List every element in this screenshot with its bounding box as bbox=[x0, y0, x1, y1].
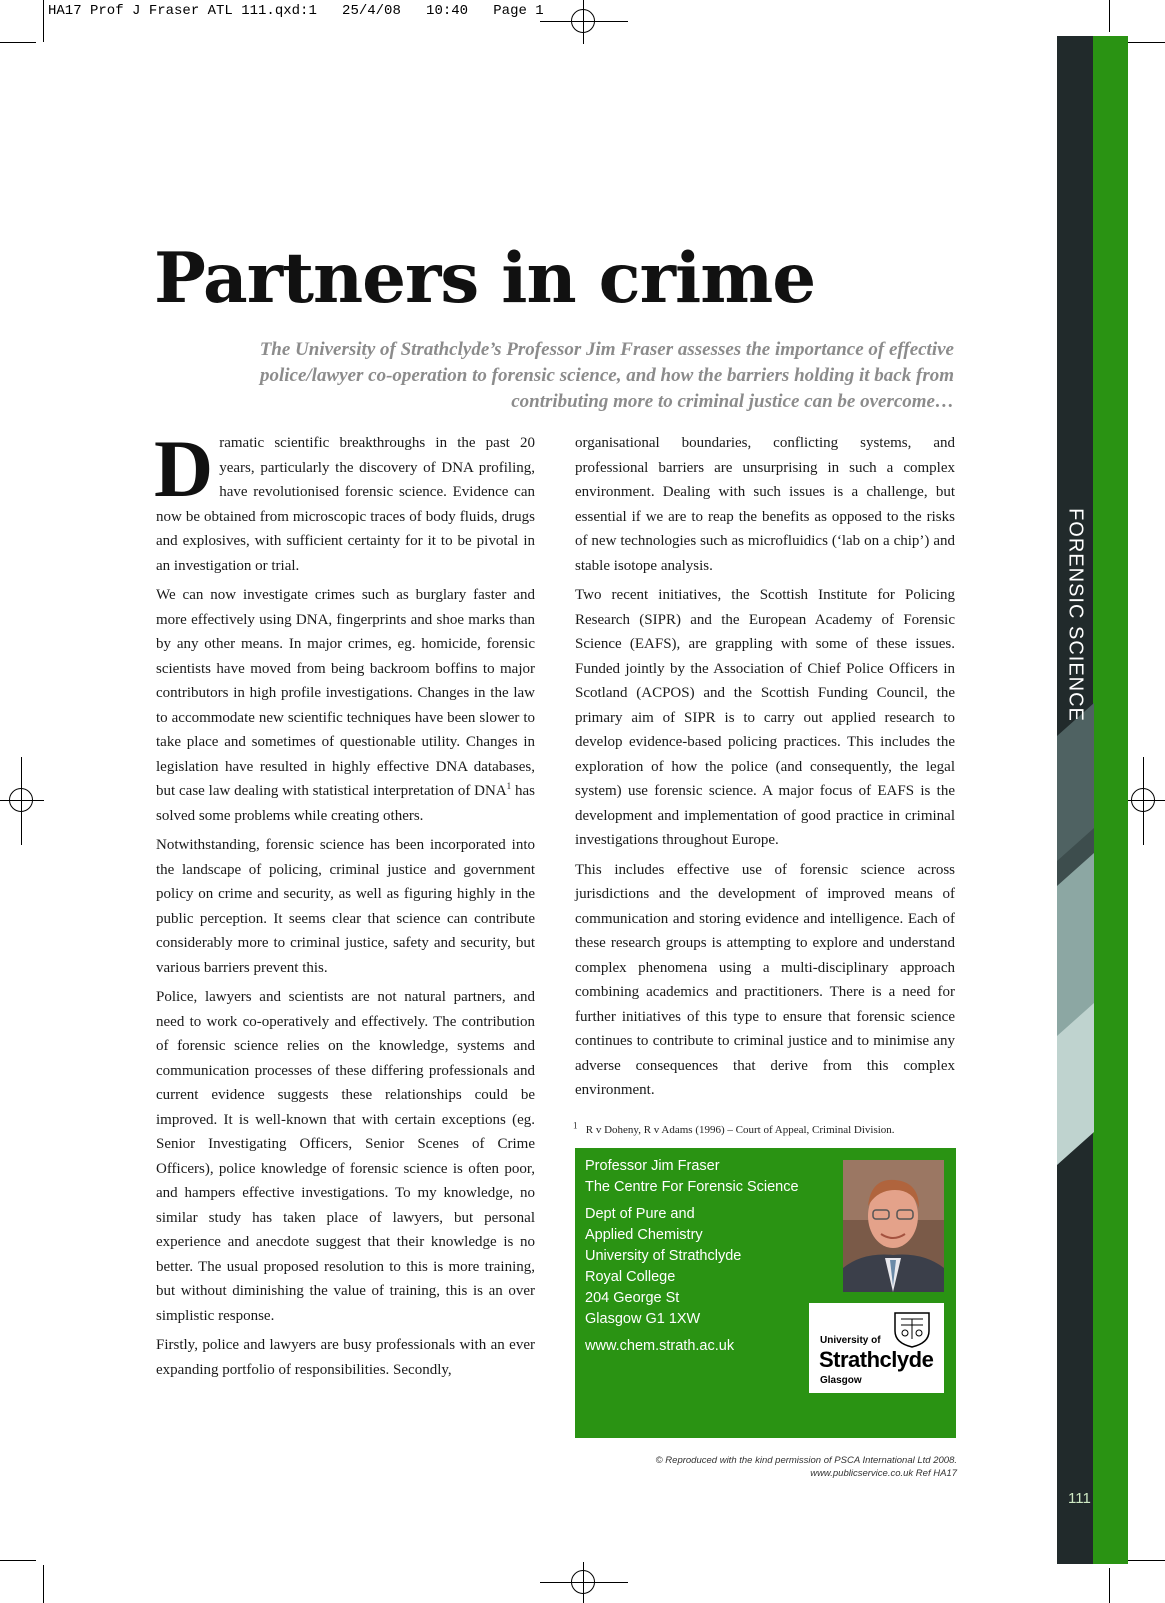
body-paragraph: Police, lawyers and scientists are not natural partners, and need to work co-operatively and effectively. The contribution of forensic science relies on the knowledge, systems and communication processes of these differing professionals and current evidence suggests these relationships could be improved. It is well-known that with certain exceptions (eg. Senior Investigating Officers, Senior Scenes of Crime Officers), police knowledge of forensic science is often poor, and hampers effective investigations. To my knowledge, no similar study has taken place of lawyers, but personal experience and anecdote suggest that their knowledge is no better. The usual proposed resolution to this is more training, but without diminishing the value of training, this is an over simplistic response. bbox=[156, 989, 535, 1324]
crest-icon bbox=[889, 1309, 935, 1349]
address-line: Applied Chemistry bbox=[585, 1227, 703, 1243]
sidebar-green-band bbox=[1093, 36, 1128, 1564]
address-line: Royal College bbox=[585, 1269, 676, 1285]
body-paragraph: Two recent initiatives, the Scottish Institute for Policing Research (SIPR) and the European Academy of Forensic Science (EAFS), are grappling with some of these issues. Funded jointly by the Association of Chief Police Officers in Scotland (ACPOS) and the Scottish Funding Council, the primary aim of SIPR is to carry out applied research to develop evidence-based policing practices. This includes the exploration of how the police (and consequently, the legal system) use forensic science. A major focus of EAFS is the development and implementation of good practice in criminal investigations throughout Europe. bbox=[575, 587, 955, 848]
university-logo: University of Strathclyde Glasgow bbox=[809, 1303, 944, 1393]
drop-cap: D bbox=[154, 423, 214, 514]
body-paragraph: We can now investigate crimes such as burglary faster and more effectively using DNA, fingerprints and shoe marks than by any other means. In major crimes, eg. homicide, forensic scientists have moved from being backroom boffins to major contributors in high profile investigations. Changes in the law to accommodate new scientific techniques have been slower to take place and sometimes of questionable utility. Changes in legislation have resulted in highly effective DNA databases, but case law dealing with statistical interpretation of DNA$^1$ has solved some problems while creating others. bbox=[156, 587, 535, 824]
footnote-marker: 1 bbox=[573, 1120, 578, 1131]
body-paragraph: organisational boundaries, conflicting systems, and professional barriers are unsurprising in such a complex environment. Dealing with such issues is a challenge, but essential if we are to reap the benefits as opposed to the risks of new technologies such as microfluidics (‘lab on a chip’) and stable isotope analysis. bbox=[575, 435, 955, 574]
body-column-right bbox=[575, 431, 955, 1108]
copyright-notice: © Reproduced with the kind permission of PSCA International Ltd 2008. www.publicservice.co.uk Ref HA17 bbox=[655, 1455, 957, 1479]
address-line: 204 George St bbox=[585, 1290, 680, 1306]
body-paragraph: Dramatic scientific breakthroughs in the past 20 years, particularly the discovery of DNA profiling, have revolutionised forensic science. Evidence can now be obtained from microscopic traces of body fluids, drugs and explosives, with sufficient certainty for it to be pivotal in an investigation or trial. bbox=[154, 423, 535, 574]
print-slug: HA17 Prof J Fraser ATL 111.qxd:1 25/4/08 10:40 Page 1 bbox=[48, 3, 544, 19]
article-standfirst: The University of Strathclyde’s Professor Jim Fraser assesses the importance of effective police/lawyer co-operation to forensic science, and how the barriers holding it back from contributing more to criminal justice can be overcome… bbox=[259, 339, 954, 412]
contact-website[interactable]: www.chem.strath.ac.uk bbox=[585, 1338, 735, 1354]
sidebar-chevrons bbox=[1057, 36, 1094, 1564]
contact-box bbox=[575, 1148, 956, 1438]
address-line: Glasgow G1 1XW bbox=[585, 1311, 701, 1327]
footnote: $^1$ R v Doheny, R v Adams (1996) – Court of Appeal, Criminal Division. bbox=[573, 1120, 895, 1136]
page-number: 111 bbox=[1068, 1490, 1091, 1507]
body-paragraph: This includes effective use of forensic science across jurisdictions and the development of improved means of communication and storing evidence and intelligence. Each of these research groups is attempting to explore and understand complex phenomena using a multi-disciplinary approach combining academics and practitioners. There is a need for further initiatives of this type to ensure that forensic science continues to contribute to criminal justice and to minimise any adverse consequences that derive from this complex environment. bbox=[575, 861, 955, 1098]
contact-details bbox=[585, 1156, 799, 1357]
footnote-ref: 1 bbox=[506, 781, 512, 791]
contact-centre: The Centre For Forensic Science bbox=[585, 1179, 799, 1195]
author-photo bbox=[843, 1160, 944, 1292]
contact-name: Professor Jim Fraser bbox=[585, 1158, 720, 1174]
body-column-left bbox=[154, 423, 535, 1387]
body-paragraph: Notwithstanding, forensic science has been incorporated into the landscape of policing, criminal justice and government policy on crime and security, as well as figuring highly in the public perception. It seems clear that science can contribute considerably more to criminal justice, safety and security, but various barriers prevent this. bbox=[156, 837, 535, 976]
address-line: University of Strathclyde bbox=[585, 1248, 742, 1264]
article-title: Partners in crime bbox=[154, 238, 816, 319]
body-paragraph: Firstly, police and lawyers are busy professionals with an ever expanding portfolio of responsibilities. Secondly, bbox=[156, 1337, 535, 1378]
section-label: FORENSIC SCIENCE bbox=[1064, 508, 1087, 722]
address-line: Dept of Pure and bbox=[585, 1206, 695, 1222]
